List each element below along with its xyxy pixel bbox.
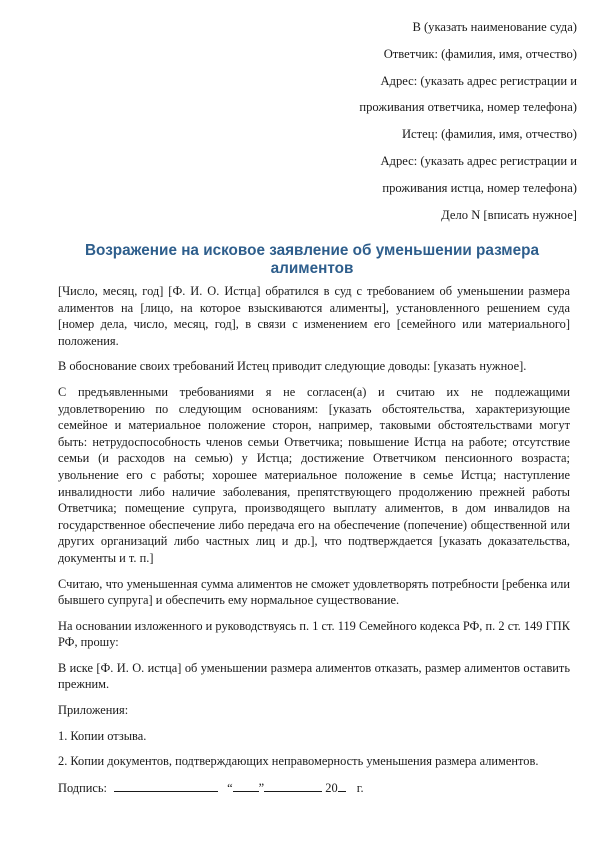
paragraph-request: В иске [Ф. И. О. истца] об уменьшении размера алиментов отказать, размер алиментов оставить прежним.: [58, 660, 570, 692]
attachment-item: 1. Копии отзыва.: [58, 728, 147, 743]
paragraph-legal-basis: На основании изложенного и руководствуясь п. 1 ст. 119 Семейного кодекса РФ, п. 2 ст. 149 ГПК РФ, прошу:: [58, 618, 570, 650]
case-number-line: Дело N [вписать нужное]: [441, 207, 577, 222]
court-line: В (указать наименование суда): [412, 20, 577, 34]
paragraph-arguments: В обоснование своих требований Истец приводит следующие доводы: [указать нужное].: [58, 359, 527, 374]
year-suffix: г.: [356, 780, 364, 795]
paragraph-opinion: Считаю, что уменьшенная сумма алиментов не сможет удовлетворять потребности [ребенка или бывшего супруга] и обеспечить ему нормальное существование.: [58, 576, 570, 608]
plaintiff-address-line-1: Адрес: (указать адрес регистрации и: [380, 153, 577, 168]
document-body: [58, 283, 570, 805]
year-blank: [338, 779, 346, 792]
day-quote-open: “: [227, 780, 233, 795]
attachment-item: 2. Копии документов, подтверждающих неправомерность уменьшения размера алиментов.: [58, 754, 539, 769]
defendant-address-line-2: проживания ответчика, номер телефона): [359, 100, 577, 115]
paragraph-objection: С предъявленными требованиями я не согласен(а) и считаю их не подлежащими удовлетворению по следующим основаниям: [указать обстоятельства, характеризующие семейное и материальное положение сторон, например, таковыми обстоятельствами могут быть: нетрудоспособность членов семьи Ответчика; повышение Истца на работе; отсутствие семьи (и расходов на семью) у Истца; достижение Ответчиком пенсионного возраста; увольнение его с работы; хорошее материальное положение в семье Истца; наступление инвалидности либо наличие заболевания, препятствующего продолжению прежней работы Ответчика; помещение супруга, производящего выплату алиментов, в дом инвалидов на государственное обеспечение либо передача его на обеспечение (попечение) общественной или других организаций либо частных лиц и др.], что подтверждается [указать доказательства, документы и т. п.]: [58, 384, 570, 565]
signature-label: Подпись:: [58, 780, 107, 795]
day-blank: [233, 779, 259, 792]
year-prefix: 20: [325, 780, 338, 795]
month-blank: [264, 779, 322, 792]
plaintiff-address-line-2: проживания истца, номер телефона): [382, 180, 577, 195]
document-title: Возражение на исковое заявление об уменьшении размера алиментов: [85, 242, 539, 277]
signature-line: [58, 779, 570, 797]
paragraph-claim: [Число, месяц, год] [Ф. И. О. Истца] обратился в суд с требованием об уменьшении размера алиментов на [лицо, на которое взыскиваются алименты], установленного решением суда [номер дела, число, месяц, год], в связи с изменением его [семейного или материального] положения.: [58, 284, 570, 348]
signature-blank: [114, 779, 218, 792]
defendant-address-line-1: Адрес: (указать адрес регистрации и: [380, 73, 577, 88]
attachments-label: Приложения:: [58, 703, 129, 718]
defendant-line: Ответчик: (фамилия, имя, отчество): [383, 46, 577, 61]
plaintiff-line: Истец: (фамилия, имя, отчество): [401, 127, 577, 142]
addressee-block: [257, 14, 577, 228]
day-quote-close: ”: [258, 780, 265, 795]
